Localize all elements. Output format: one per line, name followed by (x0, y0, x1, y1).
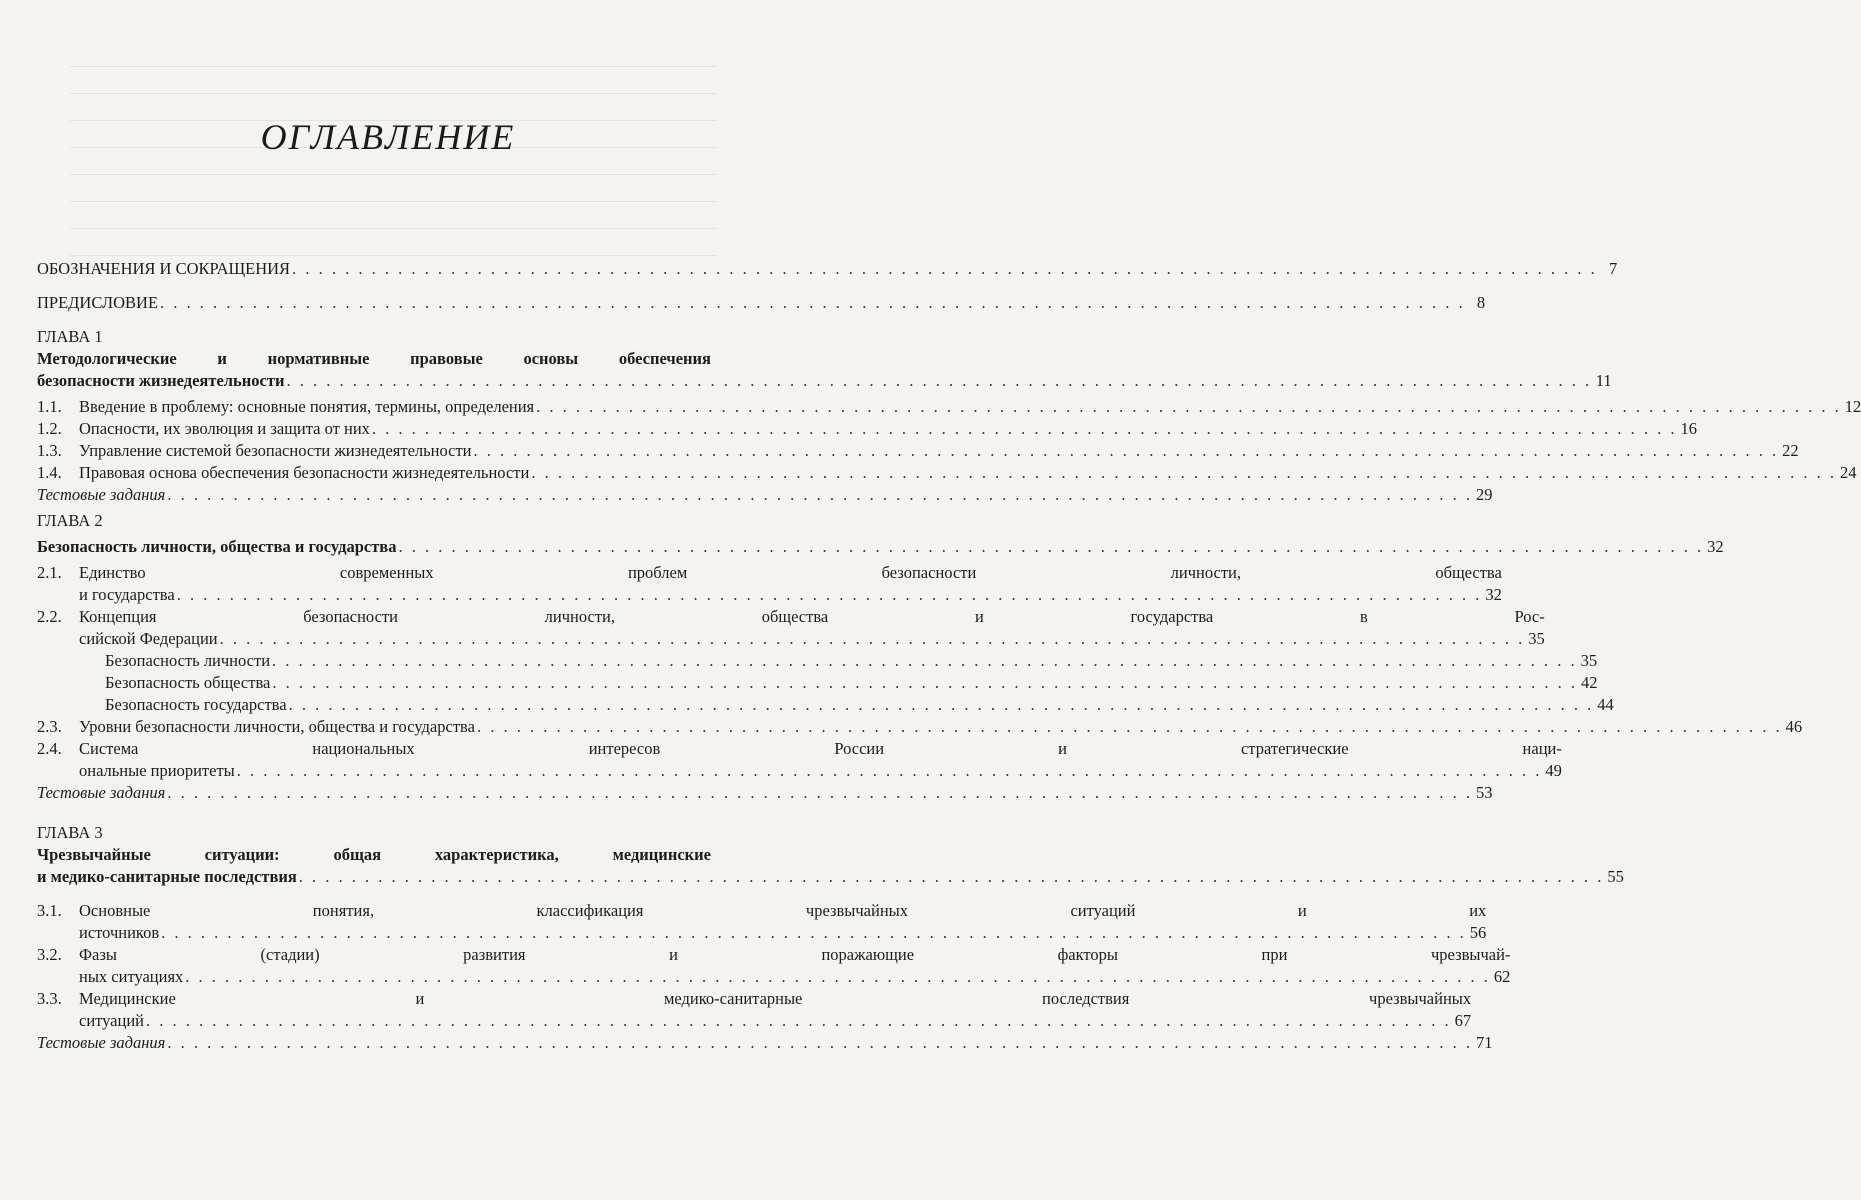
page-number: 7 (1608, 259, 1618, 278)
chapter-title: Чрезвычайные ситуации: общая характеристика, медицинские (37, 845, 711, 864)
toc-section: 1.2. Опасности, их эволюция и защита от них . . . 16 (37, 418, 711, 440)
toc-section: 3.2. Фазы (стадии) развития и поражающие факторы при чрезвычай- ных ситуациях . . . 62 (37, 944, 711, 988)
toc-section: 2.3. Уровни безопасности личности, общества и государства . . . 46 (37, 716, 711, 738)
toc-section: 1.1. Введение в проблему: основные понятия, термины, определения . . . 12 (37, 396, 711, 418)
chapter-label: ГЛАВА 3 (37, 823, 103, 842)
toc-section: 3.1. Основные понятия, классификация чрезвычайных ситуаций и их источников . . . 56 (37, 900, 711, 944)
toc-subsection: Безопасность общества . . . 42 (37, 672, 711, 694)
chapter-title-end: и медико-санитарные последствия . . . 55 (37, 866, 711, 888)
bleed-through-text (0, 40, 776, 280)
toc-subsection: Безопасность личности . . . 35 (37, 650, 711, 672)
toc-section: 2.1. Единство современных проблем безопасности личности, общества и государства . . . 32 (37, 562, 711, 606)
toc-section: 2.2. Концепция безопасности личности, общества и государства в Рос- сийской Федерации . . . 35 (37, 606, 711, 650)
toc-section: 3.3. Медицинские и медико-санитарные последствия чрезвычайных ситуаций . . . 67 (37, 988, 711, 1032)
toc-tests: Тестовые задания . . . 53 (37, 782, 711, 804)
chapter-label: ГЛАВА 1 (37, 327, 103, 346)
chapter-title: Методологические и нормативные правовые основы обеспечения (37, 349, 711, 368)
toc-section: 1.3. Управление системой безопасности жизнедеятельности . . . 22 (37, 440, 711, 462)
page-number: 8 (1476, 293, 1486, 312)
toc-section: 1.4. Правовая основа обеспечения безопасности жизнедеятельности . . . 24 (37, 462, 711, 484)
chapter-label: ГЛАВА 2 (37, 511, 103, 530)
table-of-contents (37, 258, 1861, 1054)
toc-tests: Тестовые задания . . . 29 (37, 484, 711, 506)
toc-subsection: Безопасность государства . . . 44 (37, 694, 711, 716)
toc-section: 2.4. Система национальных интересов России и стратегические наци- ональные приоритеты . . . 49 (37, 738, 711, 782)
toc-entry-abbreviations: ОБОЗНАЧЕНИЯ И СОКРАЩЕНИЯ . . . 7 (37, 258, 711, 280)
toc-entry-preface: ПРЕДИСЛОВИЕ . . . 8 (37, 292, 711, 314)
toc-tests: Тестовые задания . . . 71 (37, 1032, 711, 1054)
page-title: ОГЛАВЛЕНИЕ (260, 117, 516, 157)
chapter-title: Безопасность личности, общества и государства . . . 32 (37, 536, 711, 558)
chapter-title-end: безопасности жизнедеятельности . . . 11 (37, 370, 711, 392)
